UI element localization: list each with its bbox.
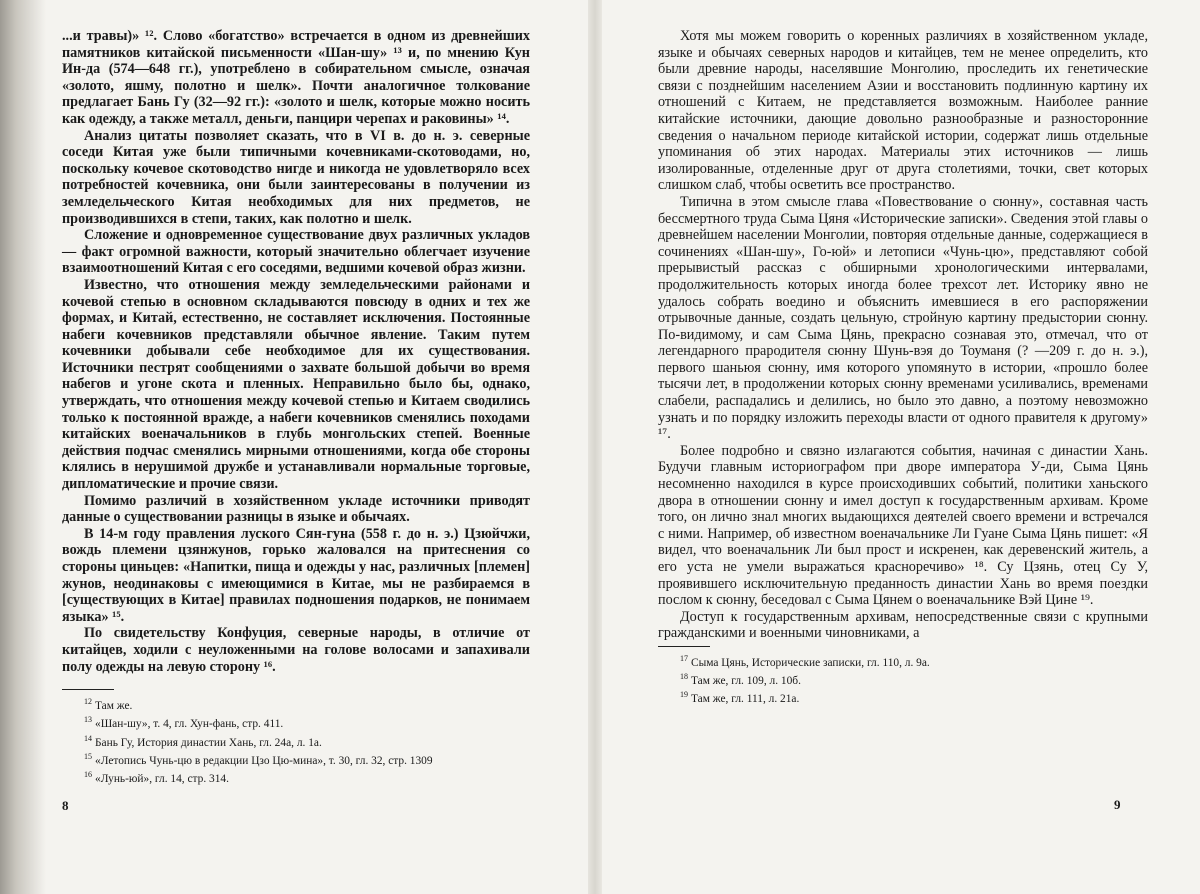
footnote-number: 19	[680, 690, 688, 700]
right-page	[596, 0, 1200, 894]
paragraph: Типична в этом смысле глава «Повествование о сюнну», составная часть бессмертного труда Сыма Цяня «Исторические записки». Сведения этой главы о древнейшем населении Монголии, повторяя отдельные данные, содержащиеся в сочинениях «Шан-шу», Го-юй» и летописи «Чунь-цю», представляют собой прерывистый рассказ с обширными хронологическими интервалами, продолжительность которых иногда более трехсот лет. Историку явно не удалось собрать воедино и объяснить имевшиеся в его распоряжении отрывочные данные, создать цельную, стройную картину предыстории сюнну. По-видимому, и сам Сыма Цянь, прекрасно сознавая это, отмечал, что от легендарного прародителя сюнну Шунь-вэя до Тоуманя (? —209 г. до н. э.), первого шаньюя сюнну, имя которого упомянуто в истории, «прошло более тысячи лет, в продолжении которых сюнну временами усиливались, временами слабели, распадались и делились, но было это давно, а поэтому невозможно узнать и по порядку изложить переходы власти от одного правителя к другому» ¹⁷.	[658, 193, 1148, 443]
paragraph: По свидетельству Конфуция, северные народы, в отличие от китайцев, ходили с неуложенными на голове волосами и запахивали полу одежды на левую сторону ¹⁶.	[62, 625, 530, 675]
footnote-rule	[658, 646, 710, 647]
footnote	[680, 688, 1148, 706]
paragraph: Доступ к государственным архивам, непосредственные связи с крупными гражданскими и военными чиновниками, а	[658, 608, 1148, 642]
footnote-text: «Шан-шу», т. 4, гл. Хун-фань, стр. 411.	[95, 718, 284, 731]
footnote-number: 14	[84, 733, 92, 743]
paragraph: ...и травы)» ¹². Слово «богатство» встречается в одном из древнейших памятников китайской письменности «Шан-шу» ¹³ и, по мнению Кун Ин-да (574—648 гг.), употреблено в собирательном смысле, означая «золото, яшму, полотно и шелк». Почти аналогичное толкование предлагает Бань Гу (32—92 гг.): «золото и шелк, которые можно носить как одежду, а также металл, деньги, панцири черепах и раковины» ¹⁴.	[62, 28, 530, 127]
footnote-text: Там же.	[95, 699, 133, 712]
footnote-number: 12	[84, 697, 92, 707]
footnote	[84, 713, 530, 731]
paragraph: Сложение и одновременное существование двух различных укладов— факт огромной важности, который значительно облегчает изучение взаимоотношений Китая с его соседями, ведшими кочевой образ жизни.	[62, 227, 530, 277]
footnote-number: 18	[680, 672, 688, 682]
footnote-text: «Летопись Чунь-цю в редакции Цзо Цю-мина», т. 30, гл. 32, стр. 1309	[95, 754, 433, 767]
left-page	[0, 0, 596, 894]
paragraph: Анализ цитаты позволяет сказать, что в VI в. до н. э. северные соседи Китая уже были типичными кочевниками-скотоводами, но, поскольку кочевое скотоводство нигде и никогда не удовлетворяло всех потребностей кочевника, они были заинтересованы в получении из земледельческого Китая необходимых для них предметов, не производившихся в степи, таких, как полотно и шелк.	[62, 127, 530, 227]
page-number: 9	[1114, 797, 1121, 812]
page-number: 8	[62, 798, 69, 813]
footnote-text: Там же, гл. 109, л. 10б.	[691, 674, 801, 687]
footnote-number: 15	[84, 751, 92, 761]
footnote	[680, 670, 1148, 688]
paragraph: Известно, что отношения между земледельческими районами и кочевой степью в основном складываются повсюду в одних и тех же формах, и Китай, естественно, не составляет исключения. Постоянные набеги кочевников представляли обычное явление. Таким путем кочевники добывали себе необходимое для их существования. Источники пестрят сообщениями о захвате большой добычи во время набегов и угоне скота и пленных. Неправильно было бы, однако, утверждать, что отношения между кочевой степью и Китаем сводились только к постоянной вражде, а набеги кочевников сменялись походами китайских военачальников в глубь монгольских степей. Военные действия подчас сменялись мирными отношениями, когда обе стороны клялись в нерушимой дружбе и устанавливали нормальные торговые, дипломатические и прочие связи.	[62, 276, 530, 493]
footnote-number: 17	[680, 653, 688, 663]
paragraph: Более подробно и связно излагаются события, начиная с династии Хань. Будучи главным историографом при дворе императора У-ди, Сыма Цянь несомненно находился в курсе происходивших событий, политики ханьского двора в отношении сюнну и имел доступ к государственным архивам. Кроме того, он лично знал многих выдающихся деятелей своего времени и встречался с ними. Например, об известном военачальнике Ли Гуане Сыма Цянь пишет: «Я видел, что военачальник Ли был прост и искренен, как деревенский житель, а его уста не умели выражаться красноречиво» ¹⁸. Су Цзянь, отец Су У, проявившего исключительную преданность династии Хань во время поездки послом к сюнну, беседовал с Сыма Цянем о военачальнике Вэй Цине ¹⁹.	[658, 442, 1148, 609]
footnote-number: 16	[84, 769, 92, 779]
footnote	[84, 750, 530, 768]
footnote	[84, 768, 530, 786]
footnote	[84, 695, 530, 713]
footnote-rule	[62, 689, 114, 690]
footnote-text: Там же, гл. 111, л. 21а.	[691, 693, 800, 706]
footnote-number: 13	[84, 715, 92, 725]
footnote	[84, 732, 530, 750]
footnote	[680, 652, 1148, 670]
footnote-text: Сыма Цянь, Исторические записки, гл. 110, л. 9а.	[691, 656, 930, 669]
footnote-text: «Лунь-юй», гл. 14, стр. 314.	[95, 772, 229, 785]
paragraph: Помимо различий в хозяйственном укладе источники приводят данные о существовании разницы в языке и обычаях.	[62, 492, 530, 526]
paragraph: В 14-м году правления луского Сян-гуна (558 г. до н. э.) Цзюйчжи, вождь племени цзянжунов, горько жаловался на притеснения со стороны циньцев: «Напитки, пища и одежды у нас, различных [племен] жунов, неодинаковы с имеющимися в Китае, мы не разбираемся в [существующих в Китае] правилах подношения подарков, не понимаем языка» ¹⁵.	[62, 525, 530, 625]
footnote-text: Бань Гу, История династии Хань, гл. 24а, л. 1а.	[95, 736, 322, 749]
paragraph: Хотя мы можем говорить о коренных различиях в хозяйственном укладе, языке и обычаях северных народов и китайцев, тем не менее определить, кто были древние народы, населявшие Монголию, проследить их генетические связи с позднейшим населением Азии и восстановить подлинную картину их отношений с Китаем, не представляется возможным. Наиболее ранние китайские источники, дающие довольно разнообразные и разносторонние сведения о начальном периоде китайской истории, содержат лишь отдельные упоминания об этих народах. Материалы этих источников — лишь изолированные, отделенные друг от друга столетиями, точки, свет которых слишком слаб, чтобы осветить все пространство.	[658, 28, 1148, 194]
